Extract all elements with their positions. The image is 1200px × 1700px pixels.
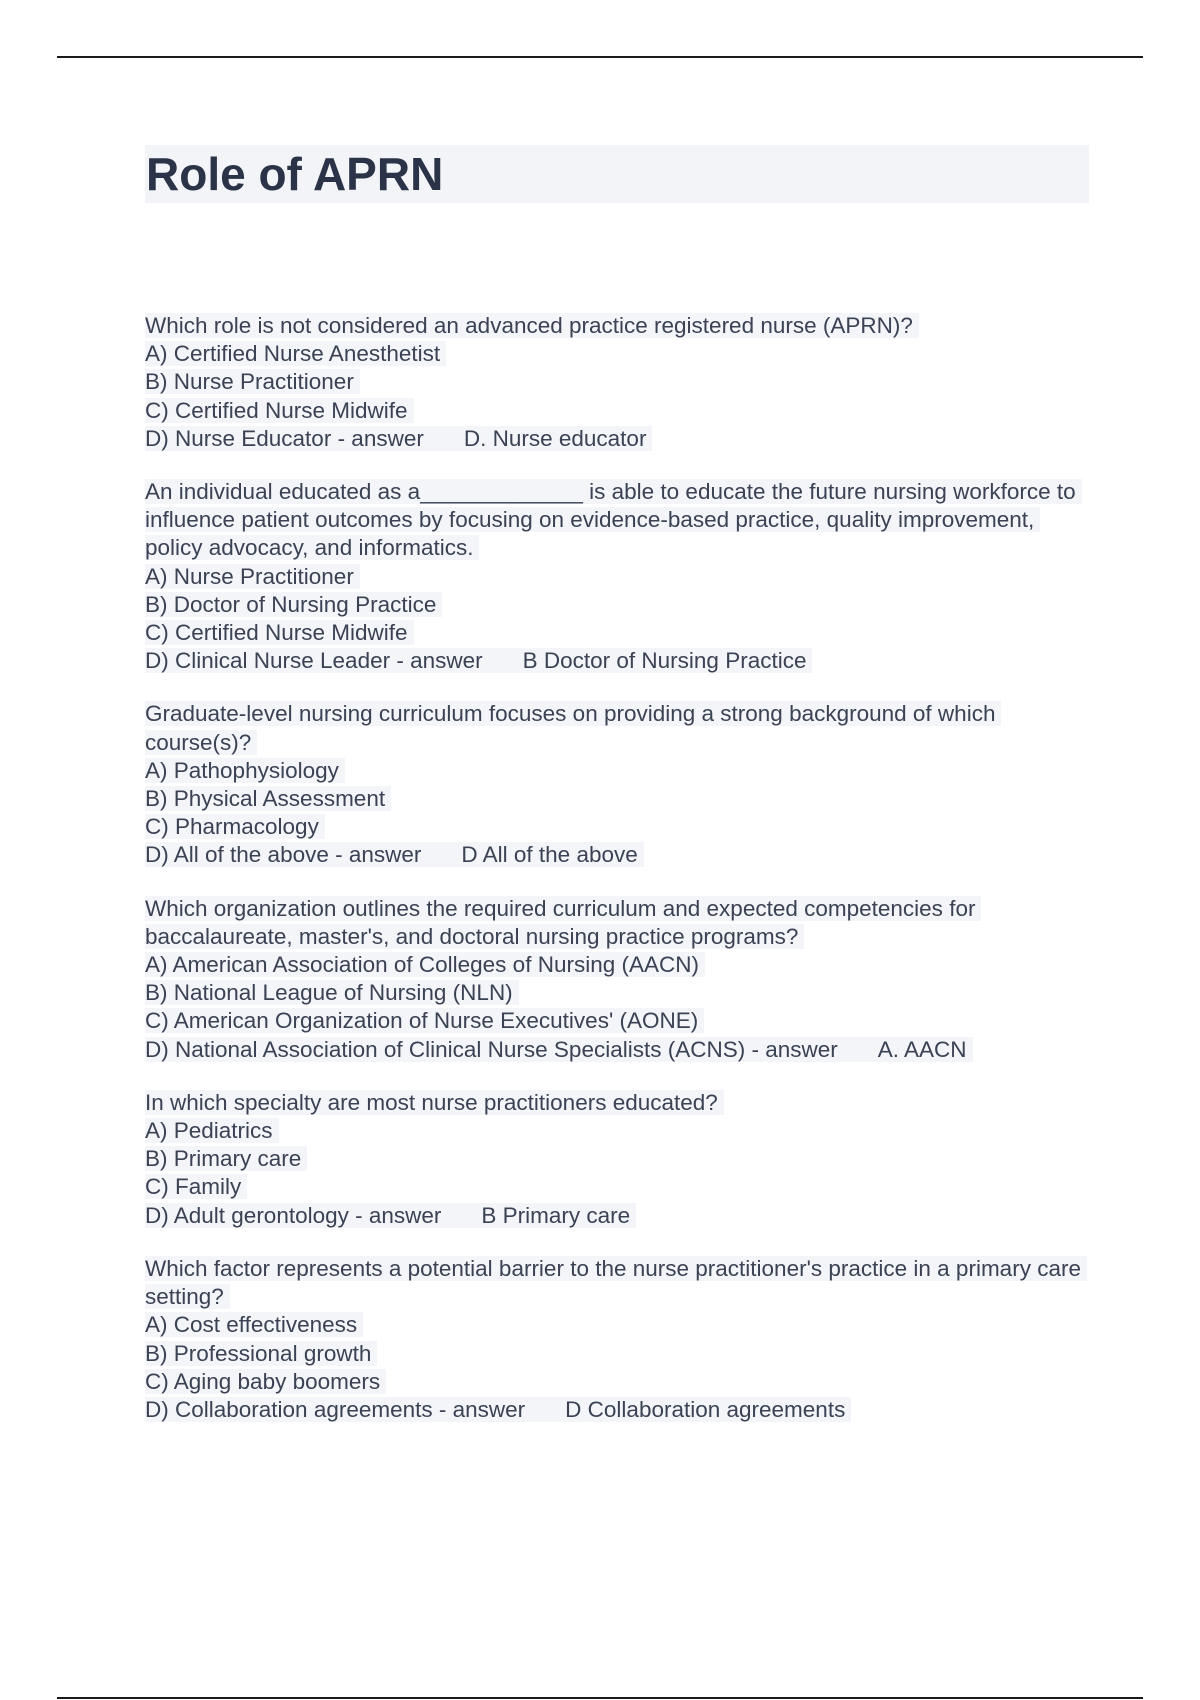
question-block: [145, 478, 1095, 675]
option-d: D) All of the above - answer: [145, 842, 422, 868]
answer-text: D Collaboration agreements: [565, 1396, 846, 1422]
question-block: [145, 1089, 1095, 1230]
option-c: C) Pharmacology: [145, 814, 325, 839]
option-b: B) Professional growth: [145, 1341, 377, 1366]
option-d: D) Nurse Educator - answer: [145, 425, 424, 451]
option-a: A) Nurse Practitioner: [145, 564, 360, 589]
question-text: In which specialty are most nurse practitioners educated?: [145, 1090, 724, 1115]
question-text: Graduate-level nursing curriculum focuses on providing a strong background of which course(s)?: [145, 701, 1001, 754]
option-a: A) Pediatrics: [145, 1118, 279, 1143]
option-d: D) Collaboration agreements - answer: [145, 1396, 526, 1422]
option-d: D) National Association of Clinical Nurse Specialists (ACNS) - answer: [145, 1036, 838, 1062]
option-c: C) Family: [145, 1174, 247, 1199]
bottom-rule: [57, 1697, 1143, 1699]
question-list: [145, 312, 1095, 1449]
answer-text: D All of the above: [461, 842, 638, 868]
question-block: [145, 1255, 1095, 1424]
option-a: A) Certified Nurse Anesthetist: [145, 341, 446, 366]
option-b: B) Nurse Practitioner: [145, 369, 360, 394]
answer-text: A. AACN: [877, 1036, 967, 1062]
answer-text: B Primary care: [481, 1202, 631, 1228]
option-b: B) Primary care: [145, 1146, 307, 1171]
question-text: An individual educated as a_____________ is able to educate the future nursing workforce to influence patient outcomes by focusing on evidence-based practice, quality improvement, policy advocacy, and informatics.: [145, 479, 1082, 560]
question-block: [145, 700, 1095, 869]
answer-text: D. Nurse educator: [463, 425, 647, 451]
option-b: B) Doctor of Nursing Practice: [145, 592, 442, 617]
page-title: Role of APRN: [146, 148, 444, 200]
option-b: B) Physical Assessment: [145, 786, 391, 811]
option-a: A) Cost effectiveness: [145, 1312, 363, 1337]
option-c: C) Aging baby boomers: [145, 1369, 386, 1394]
question-text: Which organization outlines the required curriculum and expected competencies for baccalaureate, master's, and doctoral nursing practice programs?: [145, 896, 981, 949]
option-c: C) Certified Nurse Midwife: [145, 398, 414, 423]
answer-text: B Doctor of Nursing Practice: [522, 648, 807, 674]
question-text: Which role is not considered an advanced practice registered nurse (APRN)?: [145, 313, 919, 338]
question-block: [145, 895, 1095, 1064]
option-a: A) Pathophysiology: [145, 758, 345, 783]
option-d: D) Adult gerontology - answer: [145, 1202, 442, 1228]
option-d: D) Clinical Nurse Leader - answer: [145, 648, 483, 674]
question-text: Which factor represents a potential barrier to the nurse practitioner's practice in a primary care setting?: [145, 1256, 1087, 1309]
question-block: [145, 312, 1095, 453]
option-a: A) American Association of Colleges of Nursing (AACN): [145, 952, 705, 977]
option-b: B) National League of Nursing (NLN): [145, 980, 519, 1005]
option-c: C) Certified Nurse Midwife: [145, 620, 414, 645]
option-c: C) American Organization of Nurse Executives' (AONE): [145, 1008, 704, 1033]
top-rule: [57, 56, 1143, 58]
